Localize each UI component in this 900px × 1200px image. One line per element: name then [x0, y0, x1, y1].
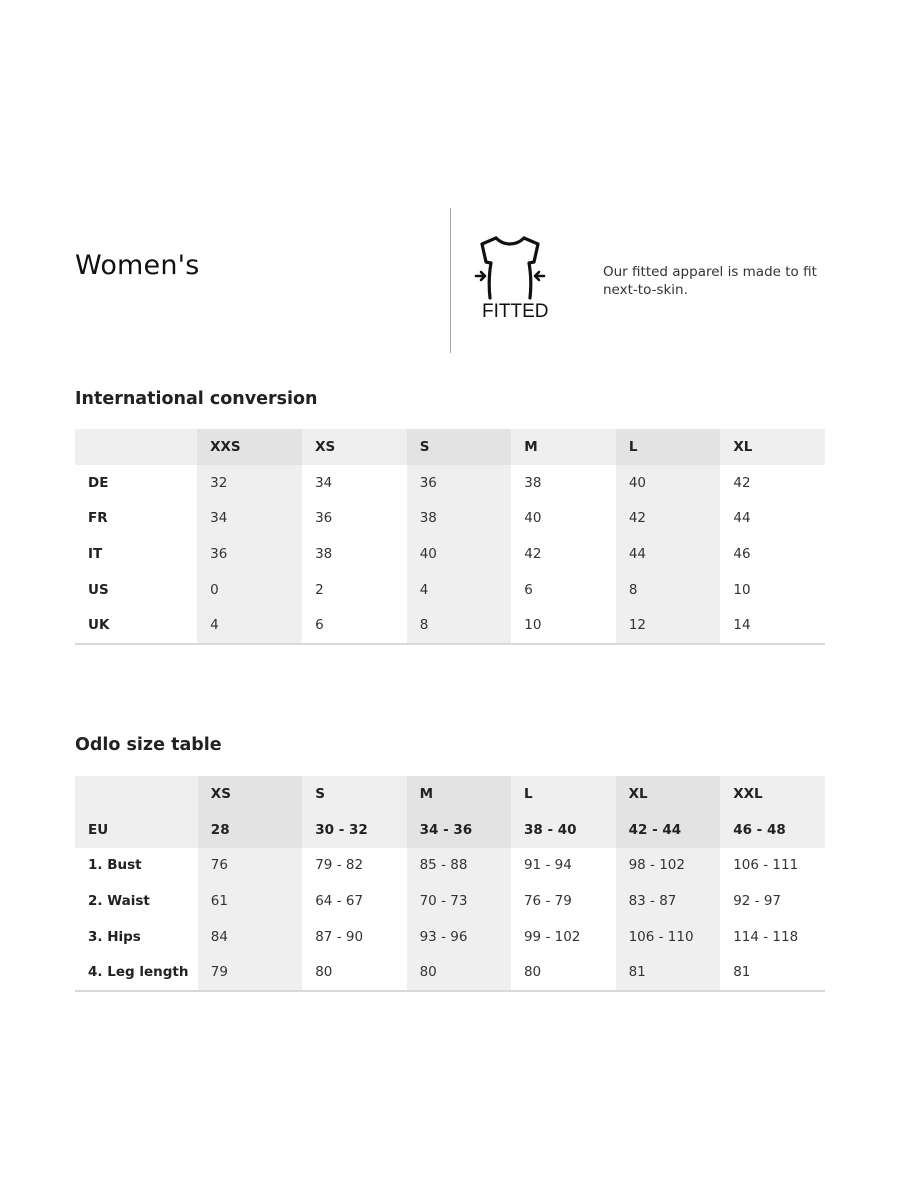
vertical-divider [450, 208, 451, 353]
table-cell: 46 [733, 546, 751, 563]
row-label: UK [75, 608, 197, 644]
table-cell: 85 - 88 [407, 848, 511, 884]
table-cell: 40 [524, 510, 542, 527]
table-cell: 80 [407, 955, 511, 991]
table-row [75, 501, 825, 537]
row-label: 1. Bust [88, 857, 142, 874]
table-cell: 36 [315, 510, 333, 527]
section-title-international-conversion: International conversion [75, 389, 318, 409]
column-header: XS [302, 429, 407, 465]
row-label: 4. Leg length [75, 955, 198, 991]
table-cell: 92 - 97 [733, 893, 781, 910]
row-label: FR [88, 510, 108, 527]
column-header: XXL [720, 776, 825, 812]
table-cell: 84 [198, 919, 302, 955]
row-label: EU [75, 812, 198, 848]
table-row [75, 572, 825, 608]
table-cell: 28 [198, 812, 302, 848]
table-cell: 79 - 82 [315, 857, 364, 874]
column-header: XXS [197, 429, 302, 465]
table-cell: 34 - 36 [407, 812, 511, 848]
table-cell: 8 [616, 572, 721, 608]
table-cell: 38 [524, 474, 542, 491]
fit-description: Our fitted apparel is made to fit next-to-skin. [603, 264, 817, 298]
table-cell: 99 - 102 [523, 929, 581, 946]
table-cell: 64 - 67 [315, 893, 364, 910]
column-header: M [407, 776, 511, 812]
odlo-size-table [75, 776, 825, 992]
table-row [75, 883, 825, 919]
table-cell: 38 [315, 546, 333, 563]
table-cell: 4 [197, 608, 302, 644]
table-cell: 79 [198, 955, 302, 991]
column-header [75, 429, 197, 465]
table-row [75, 919, 825, 955]
table-cell: 36 [197, 536, 302, 572]
row-label: DE [88, 474, 109, 491]
column-header: M [511, 429, 616, 465]
table-cell: 93 - 96 [407, 919, 511, 955]
table-cell: 81 [616, 955, 721, 991]
table-cell: 0 [197, 572, 302, 608]
table-cell: 42 [524, 546, 542, 563]
table-cell: 44 [733, 510, 751, 527]
table-cell: 4 [407, 572, 512, 608]
table-cell: 10 [511, 608, 616, 644]
section-title-odlo-size-table: Odlo size table [75, 735, 222, 755]
table-cell: 70 - 73 [407, 883, 511, 919]
table-cell: 91 - 94 [523, 857, 572, 874]
table-row [75, 848, 825, 884]
table-cell: 81 [720, 955, 825, 991]
column-header: S [302, 776, 406, 812]
table-cell: 42 [733, 474, 751, 491]
table-cell: 14 [720, 608, 825, 644]
table-row [75, 536, 825, 572]
table-cell: 12 [616, 608, 721, 644]
table-cell: 61 [198, 883, 302, 919]
table-cell: 34 [197, 501, 302, 537]
table-cell: 38 - 40 [511, 812, 616, 848]
table-cell: 87 - 90 [315, 929, 364, 946]
table-cell: 42 [616, 501, 721, 537]
table-cell: 36 [407, 465, 512, 501]
fit-type-label: FITTED [482, 301, 549, 322]
row-label: 2. Waist [88, 893, 150, 910]
table-cell: 38 [407, 501, 512, 537]
table-cell: 44 [616, 536, 721, 572]
table-cell: 83 - 87 [616, 883, 721, 919]
table-cell: 106 - 110 [616, 919, 721, 955]
table-cell: 106 - 111 [733, 857, 799, 874]
table-cell: 10 [733, 582, 751, 599]
table-cell: 42 - 44 [616, 812, 721, 848]
table-cell: 2 [315, 582, 324, 599]
table-cell: 80 [302, 955, 406, 991]
table-cell: 114 - 118 [733, 929, 799, 946]
table-header-row [75, 776, 825, 812]
table-cell: 46 - 48 [720, 812, 825, 848]
table-cell: 76 [198, 848, 302, 884]
table-cell: 32 [197, 465, 302, 501]
row-label: IT [88, 546, 103, 563]
column-header: XL [720, 429, 825, 465]
table-cell: 40 [407, 536, 512, 572]
table-cell: 6 [302, 608, 407, 644]
table-cell: 76 - 79 [523, 893, 572, 910]
table-cell: 6 [524, 582, 533, 599]
table-row [75, 465, 825, 501]
column-header: S [407, 429, 512, 465]
table-cell: 30 - 32 [302, 812, 406, 848]
table-cell: 8 [407, 608, 512, 644]
column-header [75, 776, 198, 812]
table-row [75, 955, 825, 991]
table-cell: 40 [616, 465, 721, 501]
table-header-row-eu [75, 812, 825, 848]
table-row [75, 608, 825, 644]
column-header: XS [198, 776, 302, 812]
table-cell: 98 - 102 [616, 848, 721, 884]
column-header: L [616, 429, 721, 465]
table-cell: 34 [315, 474, 333, 491]
table-cell: 80 [511, 955, 616, 991]
page-title: Women's [75, 250, 200, 281]
row-label: 3. Hips [88, 929, 141, 946]
column-header: XL [616, 776, 721, 812]
column-header: L [511, 776, 616, 812]
table-header-row [75, 429, 825, 465]
row-label: US [88, 582, 109, 599]
international-conversion-table [75, 429, 825, 645]
